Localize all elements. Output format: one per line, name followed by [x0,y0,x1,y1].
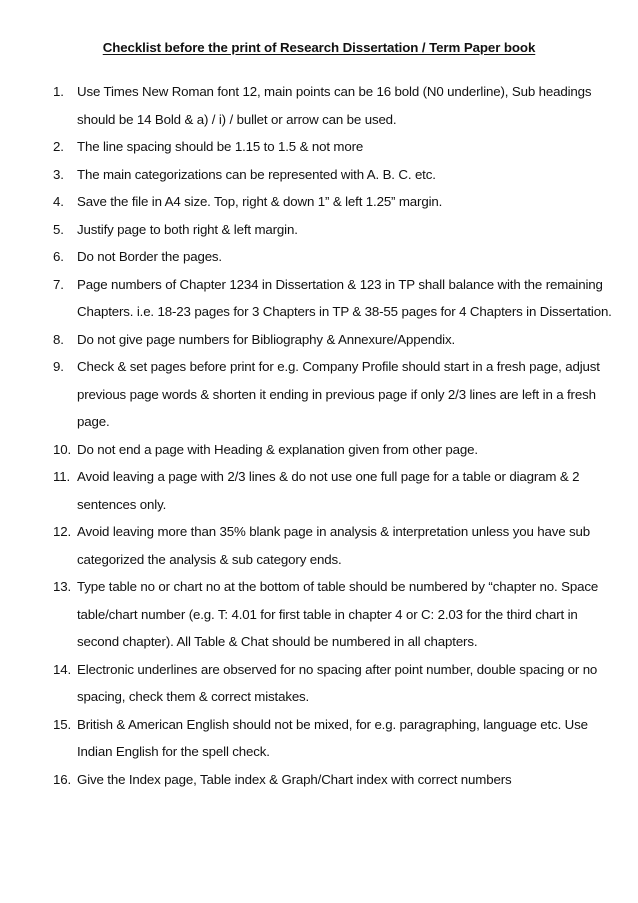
list-item [53,518,613,573]
list-item [53,188,613,216]
item-text: The line spacing should be 1.15 to 1.5 & not more [77,139,364,154]
item-number: 2. [53,139,64,154]
item-number: 11. [53,469,71,484]
item-number: 4. [53,194,64,209]
item-text: Justify page to both right & left margin. [77,221,298,237]
item-number: 12. [53,524,72,539]
list-item [53,766,613,794]
list-item [53,78,613,133]
item-text: Page numbers of Chapter 1234 in Dissertation & 123 in TP shall balance with the remaining Chapters. i.e. 18-23 pages for 3 Chapters in TP & 38-55 pages for 4 Chapters in Dissertation. [77,276,612,319]
item-text: Use Times New Roman font 12, main points can be 16 bold (N0 underline), Sub headings should be 14 Bold & a) / i) / bullet or arrow can be used. [77,84,592,127]
list-item [53,436,613,464]
item-text: Save the file in A4 size. Top, right & down 1” & left 1.25” margin. [77,194,443,209]
item-text: Check & set pages before print for e.g. Company Profile should start in a fresh page, adjust previous page words & shorten it ending in previous page if only 2/3 lines are left in a fresh page. [77,359,600,429]
item-number: 14. [53,661,72,677]
item-number: 1. [53,84,64,99]
list-item [53,353,613,436]
list-item [53,271,613,326]
item-number: 10. [53,441,72,457]
item-text: Do not give page numbers for Bibliography & Annexure/Appendix. [77,331,456,347]
list-item [53,463,613,518]
item-text: British & American English should not be mixed, for e.g. paragraphing, language etc. Use Indian English for the spell check. [77,716,588,759]
item-text: Avoid leaving more than 35% blank page in analysis & interpretation unless you have sub categorized the analysis & sub category ends. [77,524,591,567]
item-number: 13. [53,579,72,594]
item-text: Do not Border the pages. [77,249,222,264]
list-item [53,216,613,244]
item-text: Electronic underlines are observed for no spacing after point number, double spacing or no spacing, check them & correct mistakes. [77,661,598,704]
item-text: Avoid leaving a page with 2/3 lines & do not use one full page for a table or diagram & 2 sentences only. [77,469,580,512]
list-item [53,711,613,766]
item-number: 16. [53,771,72,787]
item-text: Type table no or chart no at the bottom of table should be numbered by “chapter no. Space table/chart number (e.g. T: 4.01 for first table in chapter 4 or C: 2.03 for the third chart in second chapter). All Table & Chat should be numbered in all chapters. [77,579,599,649]
item-text: Do not end a page with Heading & explanation given from other page. [77,441,478,457]
list-item [53,133,613,161]
document-title: Checklist before the print of Research Dissertation / Term Paper book [102,40,536,55]
item-number: 6. [53,249,64,264]
item-text: The main categorizations can be represented with A. B. C. etc. [77,166,436,182]
item-number: 7. [53,276,64,292]
list-item [53,656,613,711]
list-item [53,573,613,656]
item-number: 8. [53,331,64,347]
item-number: 15. [53,716,72,732]
item-number: 5. [53,221,64,237]
item-number: 9. [53,359,64,374]
list-item [53,161,613,189]
checklist [53,78,613,793]
list-item [53,326,613,354]
item-number: 3. [53,166,64,182]
item-text: Give the Index page, Table index & Graph/Chart index with correct numbers [77,771,512,787]
list-item [53,243,613,271]
